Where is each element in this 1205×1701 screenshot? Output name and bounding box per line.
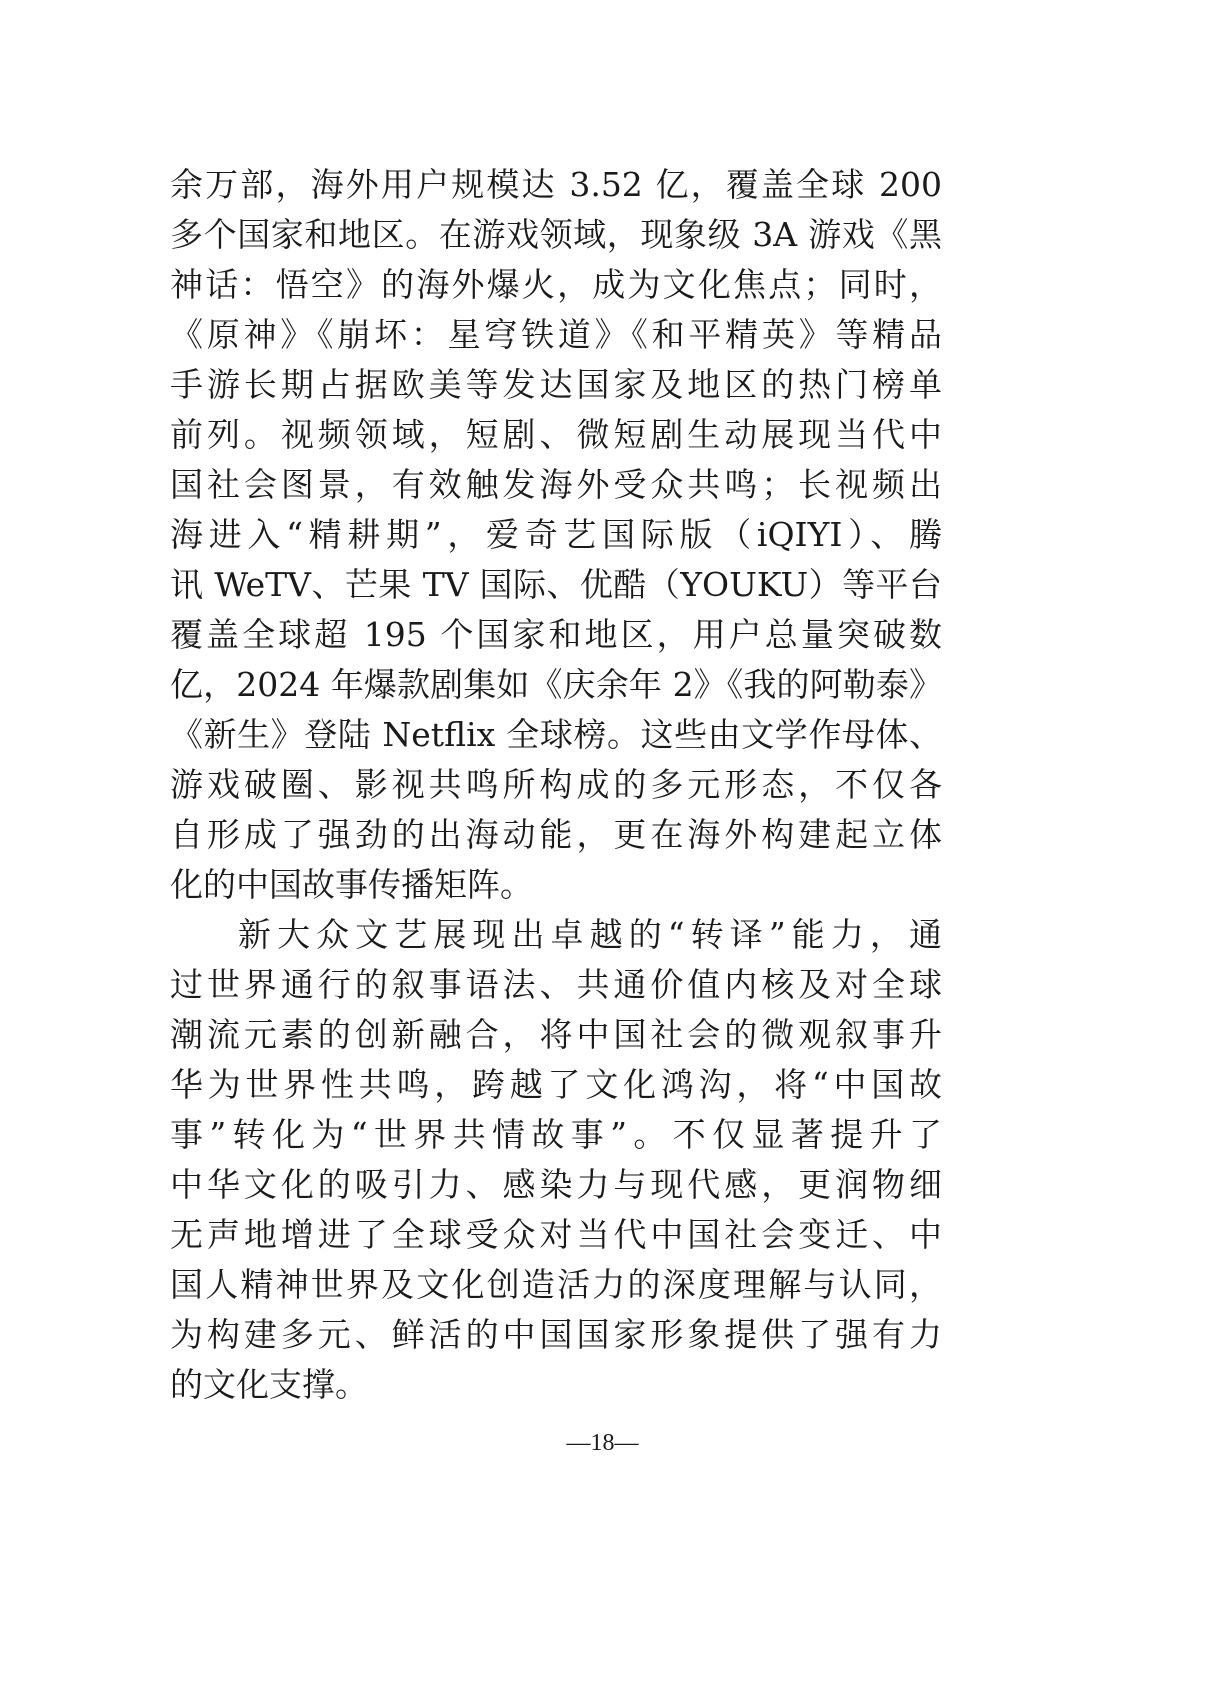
paragraph-1: [170, 160, 942, 910]
text-line: 多个国家和地区。在游戏领域，现象级 3A 游戏《黑: [170, 215, 942, 254]
text-line: 无声地增进了全球受众对当代中国社会变迁、中: [170, 1215, 942, 1254]
text-line: 新大众文艺展现出卓越的“转译”能力，通: [238, 915, 942, 954]
page-number: —18—: [566, 1430, 639, 1456]
text-line: 自形成了强劲的出海动能，更在海外构建起立体: [170, 815, 942, 854]
text-line: 国人精神世界及文化创造活力的深度理解与认同，: [170, 1265, 942, 1304]
text-line: 潮流元素的创新融合，将中国社会的微观叙事升: [170, 1015, 942, 1054]
text-line: 中华文化的吸引力、感染力与现代感，更润物细: [170, 1165, 942, 1204]
text-line: 国社会图景，有效触发海外受众共鸣；长视频出: [170, 465, 942, 504]
text-line: 海进入“精耕期”，爱奇艺国际版（iQIYI）、腾: [170, 515, 942, 554]
text-line: 亿，2024 年爆款剧集如《庆余年 2》《我的阿勒泰》: [170, 665, 942, 704]
text-line: 的文化支撑。: [170, 1365, 368, 1404]
text-line: 化的中国故事传播矩阵。: [170, 865, 533, 904]
text-line: 手游长期占据欧美等发达国家及地区的热门榜单: [170, 365, 942, 404]
text-line: 《新生》登陆 Netflix 全球榜。这些由文学作母体、: [170, 715, 942, 754]
text-line: 事”转化为“世界共情故事”。不仅显著提升了: [170, 1115, 942, 1154]
text-line: 前列。视频领域，短剧、微短剧生动展现当代中: [170, 415, 942, 454]
paragraph-2: [170, 910, 942, 1410]
text-line: 覆盖全球超 195 个国家和地区，用户总量突破数: [170, 615, 942, 654]
text-line: 为构建多元、鲜活的中国国家形象提供了强有力: [170, 1315, 942, 1354]
text-line: 游戏破圈、影视共鸣所构成的多元形态，不仅各: [170, 765, 942, 804]
text-line: 神话：悟空》的海外爆火，成为文化焦点；同时，: [170, 265, 942, 304]
text-line: 讯 WeTV、芒果 TV 国际、优酷（YOUKU）等平台: [170, 565, 942, 604]
text-line: 过世界通行的叙事语法、共通价值内核及对全球: [170, 965, 942, 1004]
text-line: 余万部，海外用户规模达 3.52 亿，覆盖全球 200: [170, 165, 942, 204]
text-line: 华为世界性共鸣，跨越了文化鸿沟，将“中国故: [170, 1065, 942, 1104]
text-line: 《原神》《崩坏：星穹铁道》《和平精英》等精品: [170, 315, 942, 354]
body-text: [170, 160, 942, 1410]
